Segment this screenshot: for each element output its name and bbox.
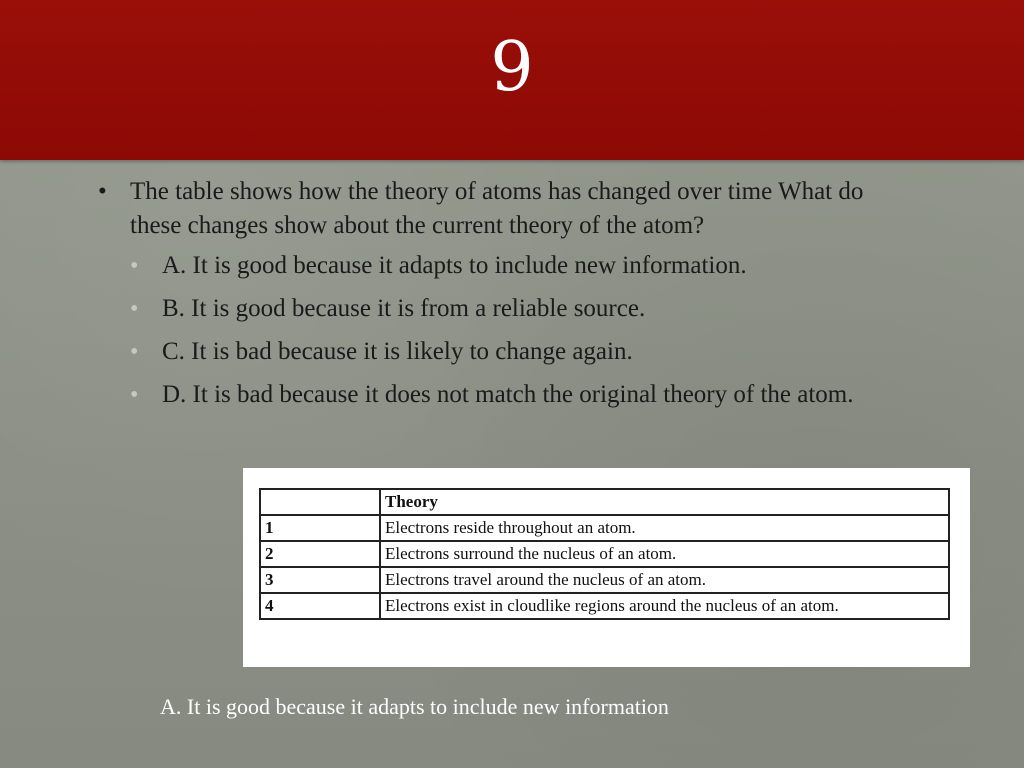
table-row <box>260 567 949 593</box>
table-header-number <box>260 489 380 515</box>
option-c-text: C. It is bad because it is likely to change again. <box>162 338 633 365</box>
table-cell-number: 4 <box>260 593 380 619</box>
option-b <box>130 292 938 326</box>
title-bar <box>0 0 1024 160</box>
theory-table-image <box>243 468 970 667</box>
table-cell-theory: Electrons surround the nucleus of an atom. <box>380 541 949 567</box>
sub-bullet-icon: • <box>130 339 139 365</box>
table-row <box>260 593 949 619</box>
table-cell-theory: Electrons reside throughout an atom. <box>380 515 949 541</box>
question-text: The table shows how the theory of atoms has changed over time What do these changes show about the current theory of the atom? <box>130 178 864 239</box>
slide-content <box>98 175 938 421</box>
bullet-icon: • <box>98 178 107 205</box>
question-item <box>98 175 938 243</box>
answer-text: A. It is good because it adapts to include new information <box>160 694 669 719</box>
option-a <box>130 249 938 283</box>
answer-options-list <box>130 249 938 412</box>
table-row <box>260 541 949 567</box>
sub-bullet-icon: • <box>130 253 139 279</box>
table-cell-theory: Electrons exist in cloudlike regions around the nucleus of an atom. <box>380 593 949 619</box>
slide-title: 9 <box>490 28 534 107</box>
theory-table <box>259 488 950 620</box>
table-cell-number: 1 <box>260 515 380 541</box>
sub-bullet-icon: • <box>130 296 139 322</box>
option-d <box>130 378 938 412</box>
option-d-text: D. It is bad because it does not match the original theory of the atom. <box>162 381 854 408</box>
table-header-theory: Theory <box>380 489 949 515</box>
table-header-row <box>260 489 949 515</box>
option-b-text: B. It is good because it is from a reliable source. <box>162 295 646 322</box>
table-cell-number: 2 <box>260 541 380 567</box>
option-a-text: A. It is good because it adapts to include new information. <box>162 252 747 279</box>
sub-bullet-icon: • <box>130 382 139 408</box>
table-cell-theory: Electrons travel around the nucleus of an atom. <box>380 567 949 593</box>
table-row <box>260 515 949 541</box>
option-c <box>130 335 938 369</box>
table-cell-number: 3 <box>260 567 380 593</box>
